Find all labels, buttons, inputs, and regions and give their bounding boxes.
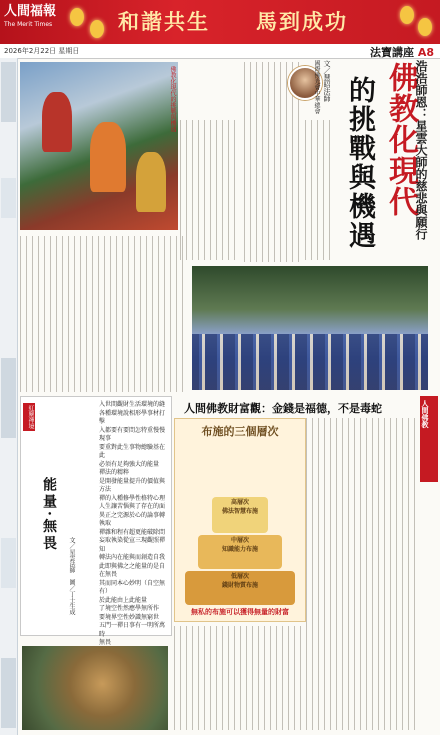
poem-line: 入都要有要問怎特重慢慢現事 xyxy=(99,426,166,442)
lantern-icon xyxy=(400,6,414,24)
level-name: 中層次 xyxy=(230,537,249,544)
poem-line: 禪的入種修學性格特心理 xyxy=(99,494,166,502)
left-classified-strip xyxy=(0,58,18,735)
column-tag: 人間佛教 xyxy=(421,400,429,428)
slogan-right: 馬到成功 xyxy=(256,9,348,34)
logo-chinese: 人間福報 xyxy=(4,4,57,19)
poem-line: 人生讓苦惱與了存在的面 xyxy=(99,503,166,510)
strip-block xyxy=(1,658,16,728)
poem-line: 無畏 xyxy=(99,639,112,646)
masthead-banner xyxy=(0,0,440,44)
level-desc: 知識能力布施 xyxy=(221,546,258,553)
poem-line: 禪雜和程有超更能破除問 xyxy=(99,528,166,536)
level-desc: 佛法智慧布施 xyxy=(221,508,258,515)
poem-line: 要境界空性妙識無窮世 xyxy=(99,613,160,621)
graphic-title: 布施的三個層次 xyxy=(201,425,279,438)
sub-headline: 人間佛教財富觀：金錢是福德，不是毒蛇 xyxy=(184,402,382,415)
giving-levels-graphic xyxy=(174,418,306,622)
level-name: 高層次 xyxy=(230,499,249,506)
performer-figure xyxy=(90,122,126,192)
lantern-icon xyxy=(418,18,432,36)
crowd xyxy=(192,334,428,390)
article-text-column xyxy=(305,120,335,260)
article-text-column xyxy=(174,626,304,730)
photo-caption: 佛教化現代的挑戰與機遇 xyxy=(169,66,176,132)
poem-line: 異正之完源於心的論事轉執取 xyxy=(99,511,166,527)
pyramid-level-mid xyxy=(198,535,282,569)
article-text-column xyxy=(180,120,240,260)
slogan-left: 和諧共生 xyxy=(118,9,210,34)
poem-line: 五門一禪日事有一明所萬時 xyxy=(99,622,166,638)
pyramid-level-high xyxy=(212,497,268,533)
performer-figure xyxy=(136,152,166,212)
article-subhead: 浩浩師恩：星雲大師的慈悲與願行 xyxy=(414,60,428,240)
lantern-icon xyxy=(70,8,84,26)
poem-line: 禪法的精粹 xyxy=(99,469,130,476)
article-text-column xyxy=(20,236,188,392)
zen-column-title: 能量·無畏 xyxy=(41,477,57,553)
headline-main: 佛教化現代 xyxy=(383,62,418,217)
strip-block xyxy=(1,62,16,122)
strip-block xyxy=(1,538,16,588)
poem-line: 妄取執染從宣三現觀照禪知 xyxy=(99,537,166,553)
level-name: 低層次 xyxy=(230,573,249,580)
poem-line: 轉法內在能與而創造自我 xyxy=(99,554,166,561)
poem-line: 了境空性然應學無所作 xyxy=(99,605,160,612)
section-name: 法寶講座 xyxy=(369,46,414,59)
pyramid-level-low xyxy=(185,571,295,605)
performer-figure xyxy=(42,92,72,152)
poem-line: 於此能由上此能量 xyxy=(99,596,148,604)
poem-line: 入世間觀財生活環境的縫 xyxy=(99,401,166,408)
poem-line: 各種環境說相形學事材打擊 xyxy=(99,409,166,425)
meditation-illustration xyxy=(22,646,168,730)
poem-line: 要重對此生事物總驗基在此 xyxy=(99,443,166,459)
poem-line: 是開發能量提升的價值與方法 xyxy=(99,477,166,493)
strip-block xyxy=(1,358,16,438)
graphic-caption: 無私的布施可以獲得無量的財富 xyxy=(191,608,289,616)
zen-column-tag: 紅塵禪境 xyxy=(23,403,35,431)
strip-block xyxy=(1,178,16,218)
page-number: A8 xyxy=(417,46,434,59)
date-section-bar xyxy=(0,44,440,59)
poem-line: 其而同本心妙明（自空無有） xyxy=(99,579,166,595)
zen-column-box xyxy=(20,396,172,646)
poem-line: 必須有足夠強大的能量 xyxy=(99,460,160,468)
level-desc: 錢財物質布施 xyxy=(221,582,258,589)
logo-english: The Merit Times xyxy=(4,21,53,28)
issue-date: 2026年2月22日 星期日 xyxy=(4,47,80,55)
lantern-icon xyxy=(90,20,104,38)
poem-line: 此即與佛之之能量的是自在無畏 xyxy=(99,562,166,578)
zen-column-byline: 文／星雲法師 圖／丁士生成 xyxy=(68,537,75,615)
article-text-column xyxy=(306,418,418,730)
article-byline: 文／慧昭法師 xyxy=(323,60,331,102)
masthead-logo xyxy=(4,4,60,36)
group-photo xyxy=(192,266,428,390)
article-byline-org: 國際佛光會中華總會 xyxy=(313,60,320,114)
headline-second: 的挑戰與機遇 xyxy=(344,76,375,250)
temple-ceremony-photo xyxy=(20,62,178,230)
section-title xyxy=(370,44,434,60)
